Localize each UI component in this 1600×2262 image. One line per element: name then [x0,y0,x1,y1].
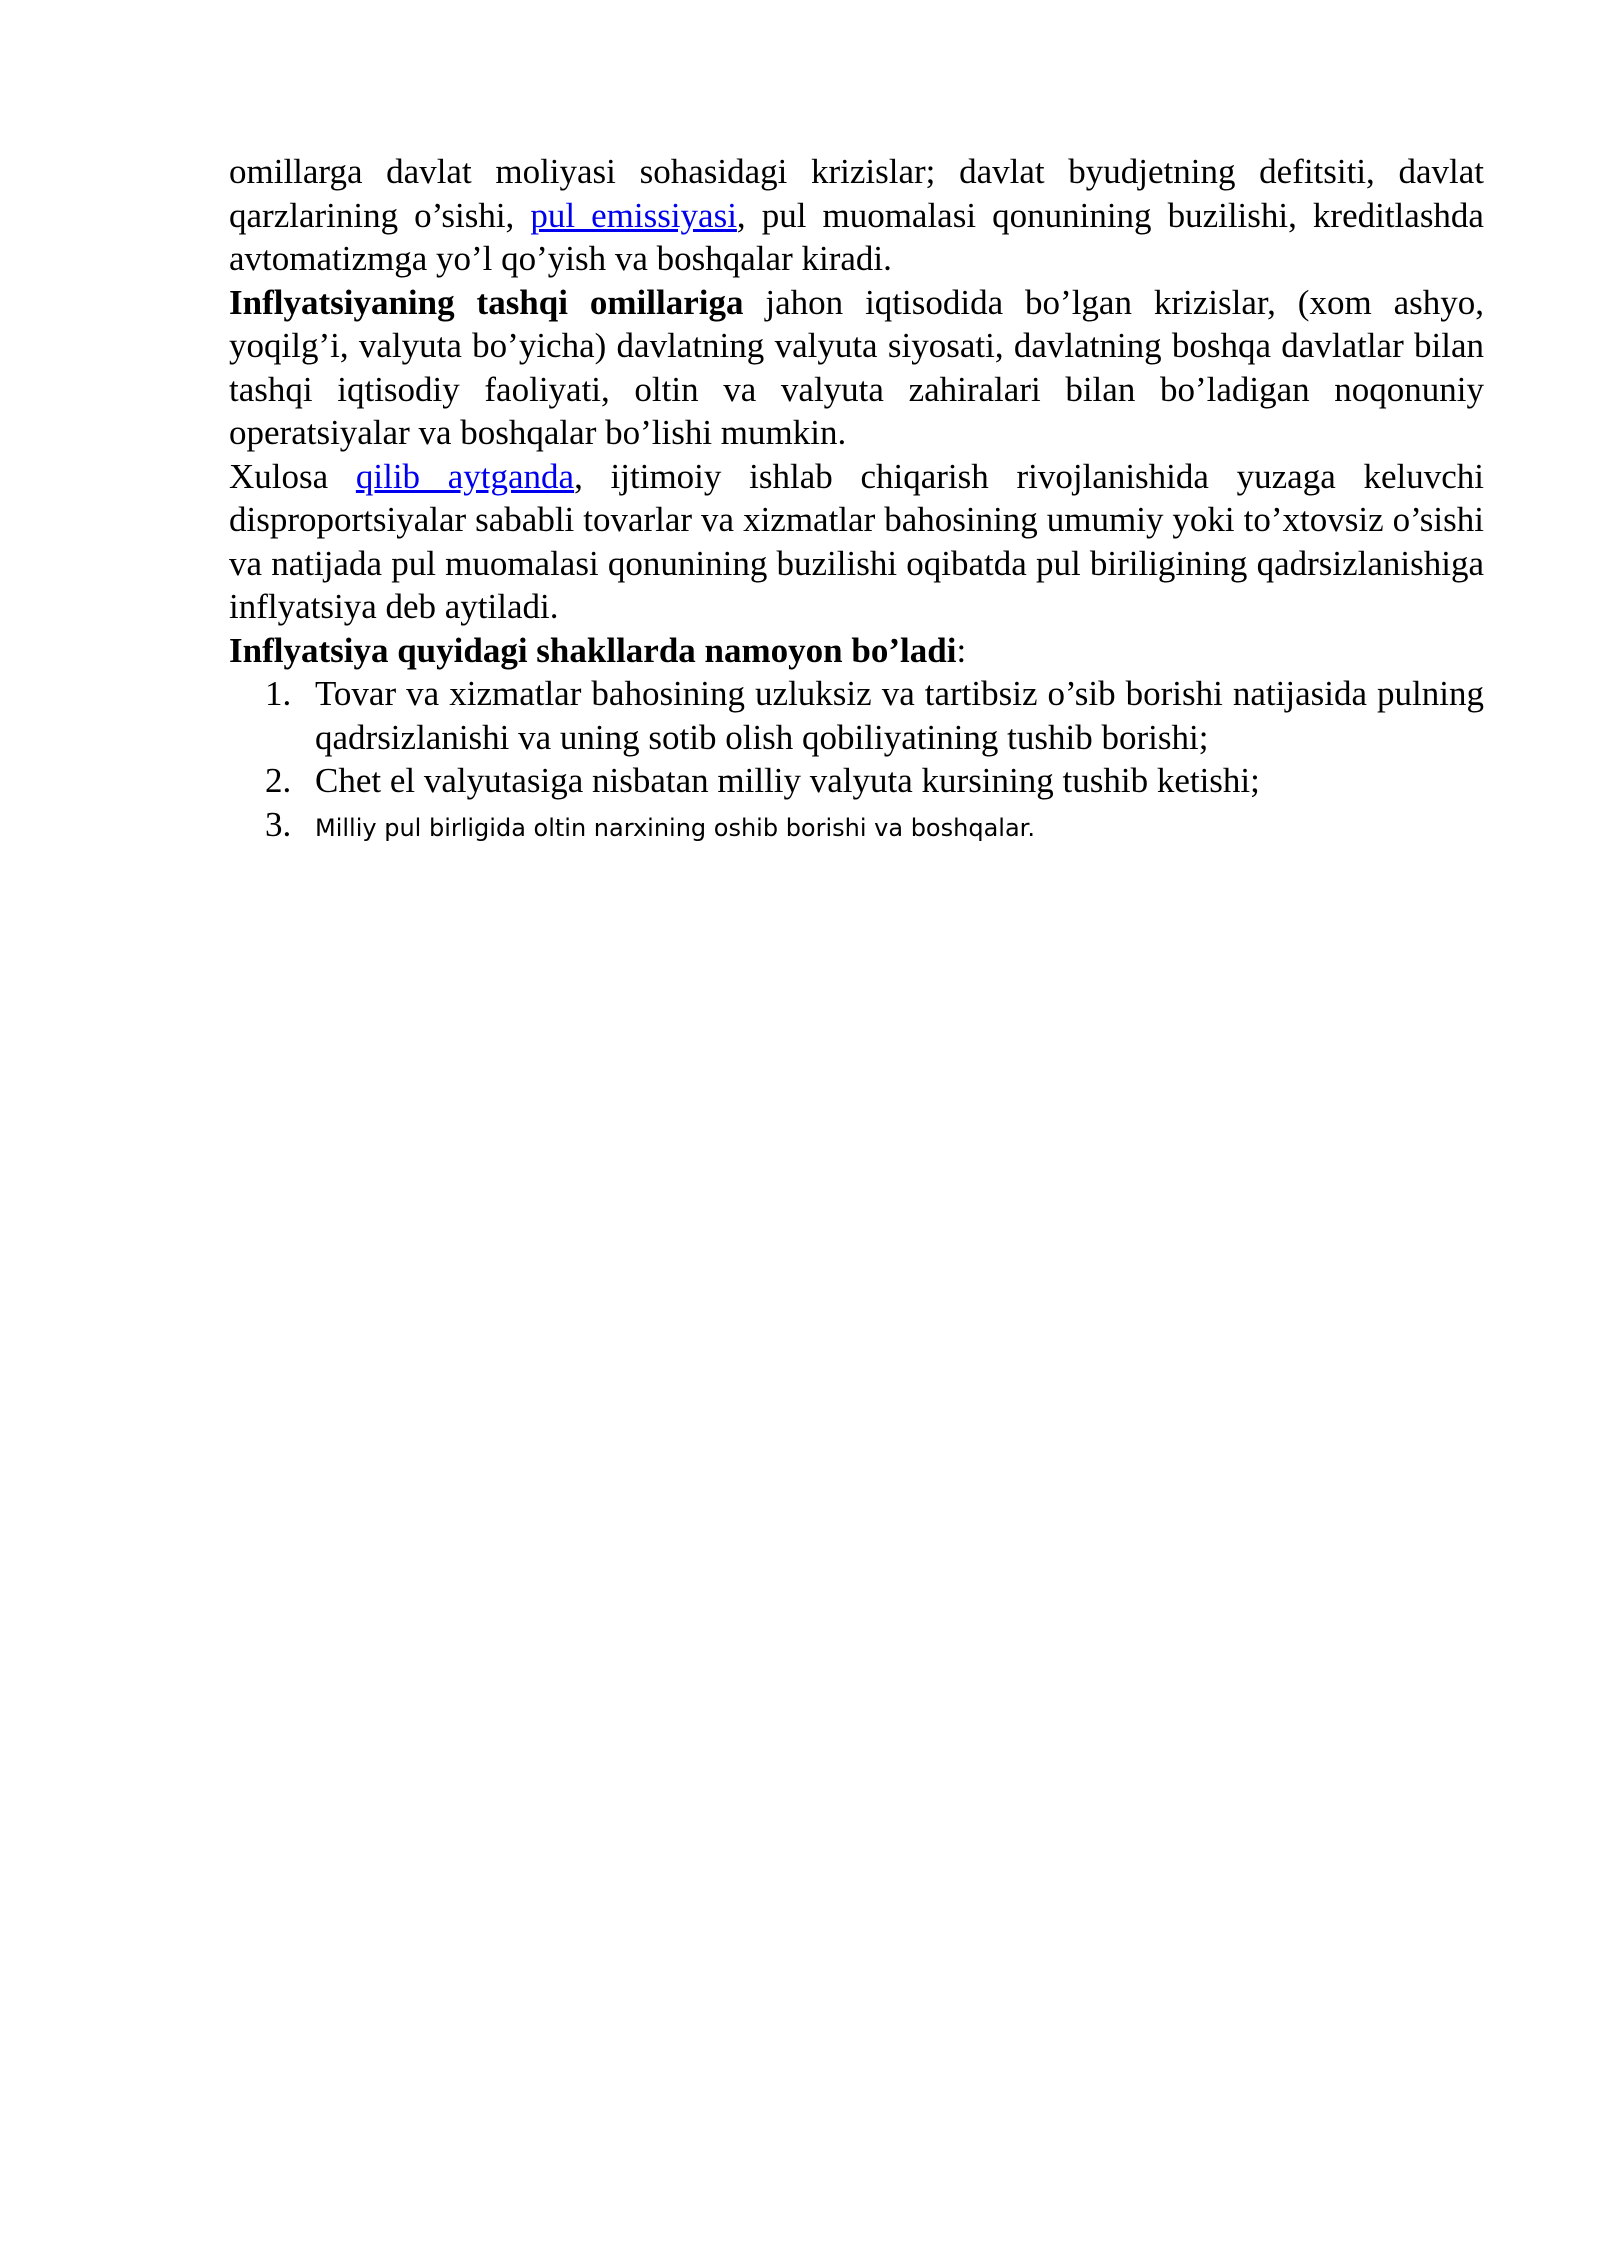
list-item-number: 3. [265,804,292,844]
heading-bold: Inflyatsiya quyidagi shakllarda namoyon bo’ladi [229,630,957,670]
paragraph-text: omillarga davlat moliyasi sohasidagi krizislar; davlat byudjetning defitsiti, davlat qarzlarining o’sishi, [229,152,1484,235]
inflation-forms-list [229,672,1484,850]
list-item [229,803,1484,851]
list-item-text: Milliy pul birligida oltin narxining oshib borishi va boshqalar. [315,813,1035,842]
list-item-number: 2. [265,761,292,800]
paragraph-internal-factors [229,150,1484,281]
list-item-text: Tovar va xizmatlar bahosining uzluksiz va tartibsiz o’sib borishi natijasida pulning qadrsizlanishi va uning sotib olish qobiliyatining tushib borishi; [315,674,1484,757]
paragraph-text: jahon iqtisodida bo’lgan krizislar, (xom ashyo, yoqilg’i, valyuta bo’yicha) davlatning valyuta siyosati, davlatning boshqa davlatlar bilan tashqi iqtisodiy faoliyati, oltin va valyuta zahiralari bilan bo’ladigan noqonuniy operatsiyalar va boshqalar bo’lishi mumkin. [229,282,1485,452]
list-item-text: Chet el valyutasiga nisbatan milliy valyuta kursining tushib ketishi; [315,761,1260,800]
document-page [229,150,1484,850]
section-heading [229,629,1484,673]
list-item [229,672,1484,759]
link-qilib-aytganda[interactable]: qilib aytganda [355,456,575,496]
paragraph-conclusion [229,455,1484,629]
heading-suffix: : [956,630,967,670]
link-pul-emissiyasi[interactable]: pul emissiyasi [530,195,737,235]
paragraph-text: , pul muomalasi qonunining buzilishi, kreditlashda avtomatizmga yo’l qo’yish va boshqalar kiradi. [229,195,1484,278]
paragraph-text: Xulosa [229,456,356,496]
list-item [229,759,1484,803]
paragraph-text: , ijtimoiy ishlab chiqarish rivojlanishida yuzaga keluvchi disproportsiyalar sababli tovarlar va xizmatlar bahosining umumiy yoki to’xtovsiz o’sishi va natijada pul muomalasi qonunining buzilishi oqibatda pul biriligining qadrsizlanishiga inflyatsiya deb aytiladi. [229,456,1484,626]
bold-term: Inflyatsiyaning tashqi omillariga [229,282,744,322]
paragraph-external-factors [229,281,1484,455]
list-item-number: 1. [265,674,292,713]
